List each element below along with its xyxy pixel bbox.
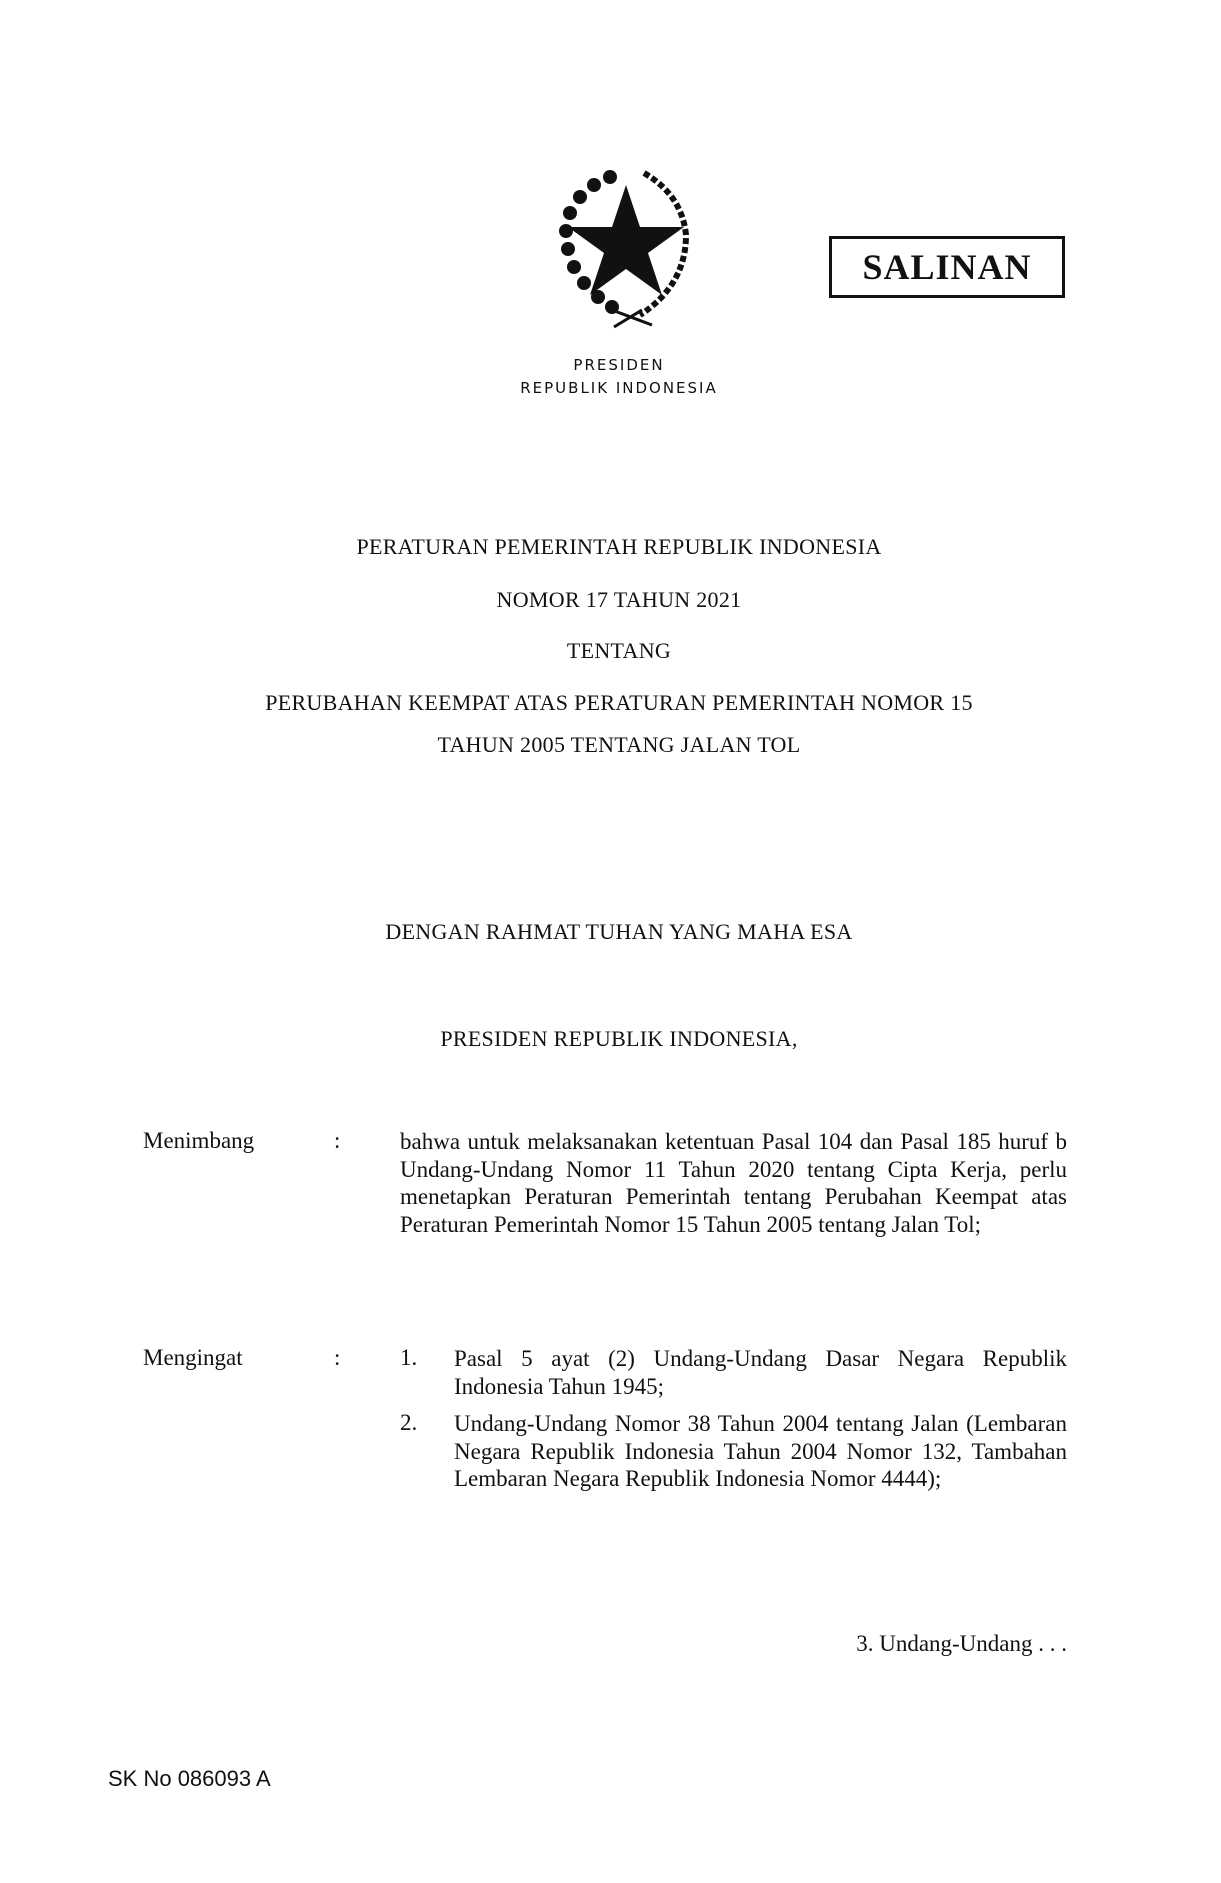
sk-number: SK No 086093 A <box>108 1766 271 1791</box>
continuation-catchword: 3. Undang-Undang . . . <box>856 1631 1067 1656</box>
rahmat-heading: DENGAN RAHMAT TUHAN YANG MAHA ESA <box>385 919 853 944</box>
mengingat-colon: : <box>334 1345 341 1370</box>
mengingat-item-text: Pasal 5 ayat (2) Undang-Undang Dasar Negara Republik Indonesia Tahun 1945; <box>454 1346 1067 1399</box>
regulation-number: NOMOR 17 TAHUN 2021 <box>496 587 742 612</box>
mengingat-item-text: Undang-Undang Nomor 38 Tahun 2004 tentang Jalan (Lembaran Negara Republik Indonesia Tahun 2004 Nomor 132, Tambahan Lembaran Negara Republik Indonesia Nomor 4444); <box>454 1411 1067 1491</box>
tentang-heading: TENTANG <box>566 638 672 663</box>
mengingat-label: Mengingat <box>143 1345 243 1370</box>
mengingat-item-number: 2. <box>400 1410 418 1435</box>
menimbang-label: Menimbang <box>143 1128 255 1153</box>
presiden-label: PRESIDEN <box>573 356 665 374</box>
menimbang-colon: : <box>334 1128 341 1153</box>
presiden-heading: PRESIDEN REPUBLIK INDONESIA, <box>440 1026 798 1051</box>
presidential-emblem-icon <box>552 165 700 330</box>
mengingat-item-number: 1. <box>400 1345 418 1370</box>
salinan-stamp: SALINAN <box>829 236 1065 298</box>
menimbang-text: bahwa untuk melaksanakan ketentuan Pasal 104 dan Pasal 185 huruf b Undang-Undang Nomor 11 Tahun 2020 tentang Cipta Kerja, perlu menetapkan Peraturan Pemerintah tentang Perubahan Keempat atas Peraturan Pemerintah Nomor 15 Tahun 2005 tentang Jalan Tol; <box>400 1129 1067 1237</box>
republik-label: REPUBLIK INDONESIA <box>520 379 718 397</box>
regulation-title: PERATURAN PEMERINTAH REPUBLIK INDONESIA <box>356 534 882 559</box>
regulation-subject-line1: PERUBAHAN KEEMPAT ATAS PERATURAN PEMERINTAH NOMOR 15 <box>265 690 973 715</box>
regulation-subject-line2: TAHUN 2005 TENTANG JALAN TOL <box>437 732 801 757</box>
